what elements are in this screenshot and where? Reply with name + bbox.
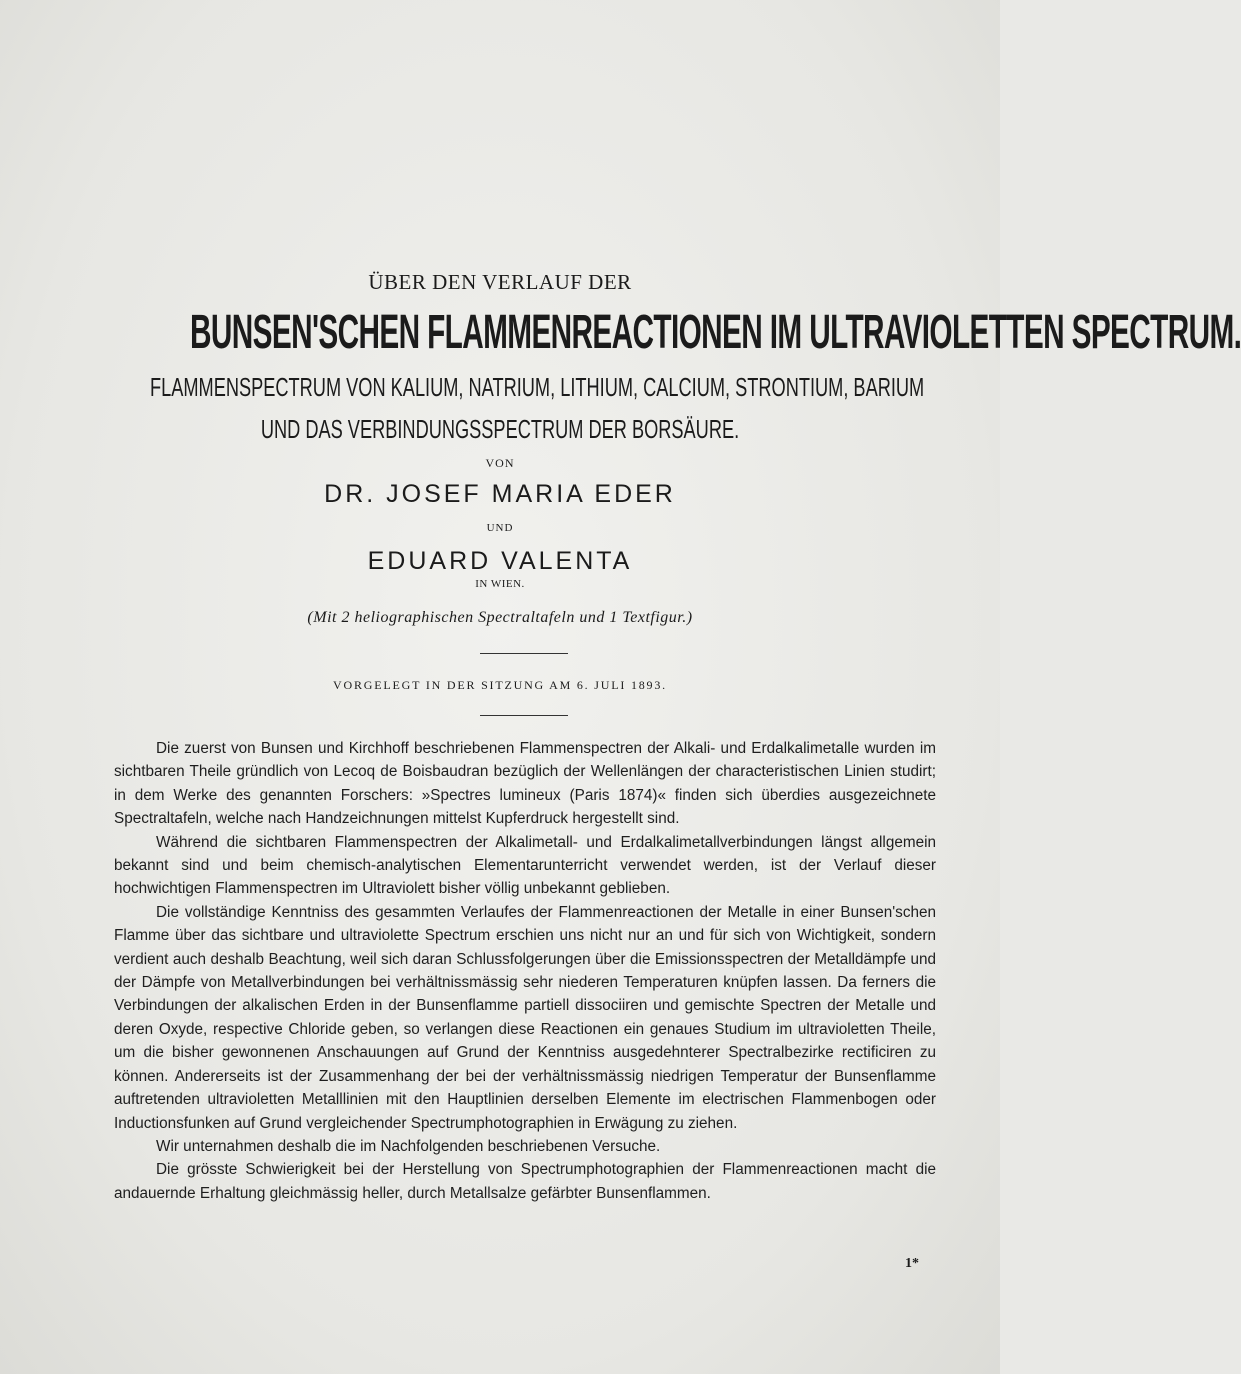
paragraph: Die vollständige Kenntniss des gesammten Verlaufes der Flammenreactionen der Metalle in einer Bunsen'schen Flamme über das sichtbare und ultraviolette Spectrum erschien uns nicht nur an und für sich von Wichtigkeit, sondern verdient auch deshalb Beachtung, weil sich daran Schlussfolgerungen über die Emissionsspectren der Metalldämpfe und der Dämpfe von Metallverbindungen bei verhältnissmässig sehr niederen Temperaturen knüpfen lassen. Da ferners die Verbindungen der alkalischen Erden in der Bunsenflamme partiell dissociiren und gemischte Spectren der Metalle und deren Oxyde, respective Chloride geben, so verlangen diese Reactionen ein genaues Studium im ultravioletten Theile, um die bisher gewonnenen Anschauungen auf Grund der Kenntniss ausgedehnterer Spectralbezirke rectificiren zu können. Andererseits ist der Zusammenhang der bei der verhältnissmässig niedrigen Temperatur der Bunsenflamme auftretenden ultravioletten Metalllinien mit den Hauptlinien derselben Elemente im electrischen Flammenbogen oder Inductionsfunken auf Grund vergleichender Spectrumphotographien in Erwägung zu ziehen. [114,903,936,1132]
divider-bottom [480,715,568,716]
divider-top [480,653,568,654]
paragraph: Während die sichtbaren Flammenspectren der Alkalimetall- und Erdalkalimetallverbindungen längst allgemein bekannt sind und beim chemisch-analytischen Elementarunterricht verwendet werden, ist der Verlauf dieser hochwichtigen Flammenspectren im Ultraviolett bisher völlig unbekannt geblieben. [114,833,936,898]
presentation-date: VORGELEGT IN DER SITZUNG AM 6. JULI 1893. [333,678,667,692]
plates-note: (Mit 2 heliographischen Spectraltafeln und 1 Textfigur.) [307,609,693,626]
by-label: VON [485,456,515,470]
subtitle-line-2: UND DAS VERBINDUNGSSPECTRUM DER BORSÄURE. [260,414,740,444]
body-text [114,737,936,1205]
page-number: 1* [905,1256,919,1271]
pre-title: ÜBER DEN VERLAUF DER [368,270,632,294]
main-title: BUNSEN'SCHEN FLAMMENREACTIONEN IM ULTRAVIOLETTEN SPECTRUM. [190,306,1241,359]
paragraph: Die grösste Schwierigkeit bei der Herstellung von Spectrumphotographien der Flammenreactionen macht die andauernde Erhaltung gleichmässig heller, durch Metallsalze gefärbter Bunsenflammen. [114,1161,936,1202]
paragraph: Wir unternahmen deshalb die im Nachfolgenden beschriebenen Versuche. [156,1137,661,1155]
author-1: DR. JOSEF MARIA EDER [324,480,676,508]
and-label: UND [486,522,514,534]
author-2: EDUARD VALENTA [367,547,633,575]
subtitle-line-1: FLAMMENSPECTRUM VON KALIUM, NATRIUM, LITHIUM, CALCIUM, STRONTIUM, BARIUM [150,372,925,402]
author-location: IN WIEN. [475,578,525,590]
paragraph: Die zuerst von Bunsen und Kirchhoff beschriebenen Flammenspectren der Alkali- und Erdalkalimetalle wurden im sichtbaren Theile gründlich von Lecoq de Boisbaudran bezüglich der Wellenlängen der characteristischen Linien studirt; in dem Werke des genannten Forschers: »Spectres lumineux (Paris 1874)« finden sich überdies ausgezeichnete Spectraltafeln, welche nach Handzeichnungen mittelst Kupferdruck hergestellt sind. [114,740,936,828]
